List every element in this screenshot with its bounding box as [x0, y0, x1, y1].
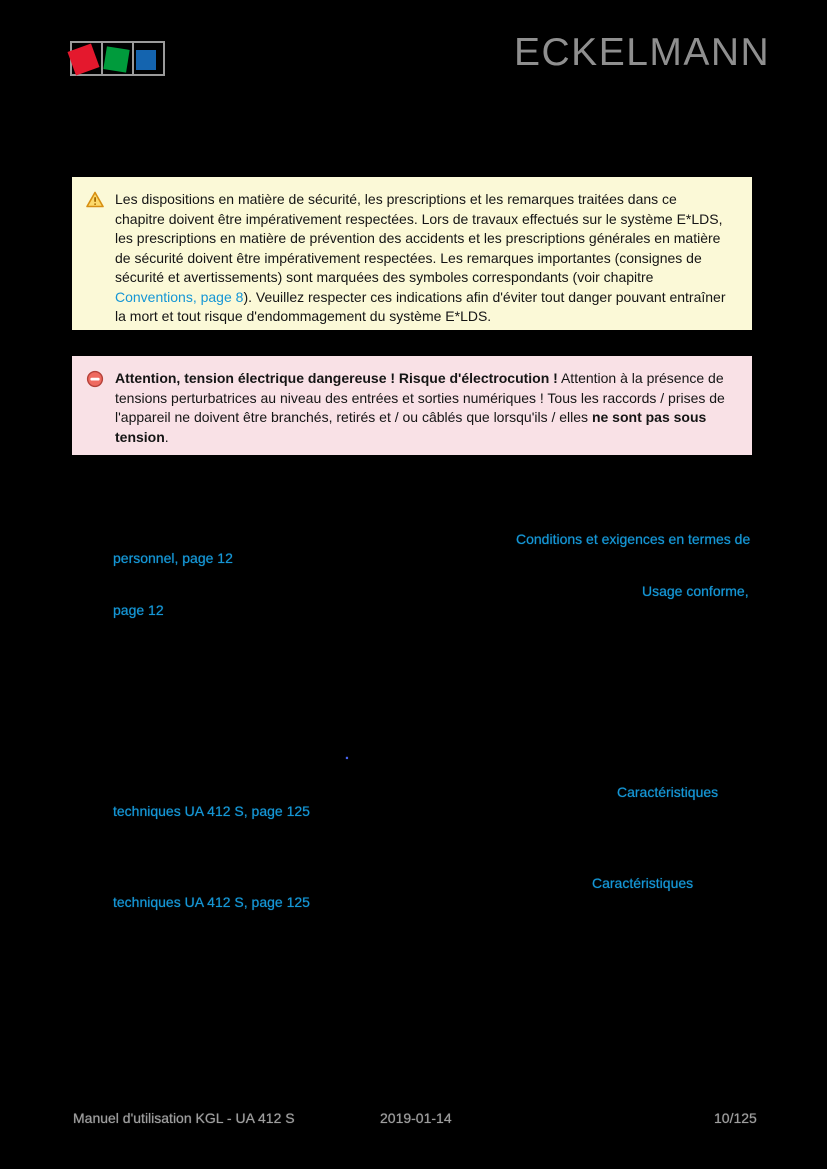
logo-cell-blue — [132, 41, 165, 76]
link-techniques-page-125-2[interactable]: techniques UA 412 S, page 125 — [113, 894, 310, 910]
link-personnel-page-12[interactable]: personnel, page 12 — [113, 550, 233, 566]
safety-notice-text — [115, 190, 728, 327]
logo-cell-green — [101, 41, 134, 76]
link-conventions-page-8[interactable]: Conventions, page 8 — [115, 288, 244, 305]
link-usage-conforme[interactable]: Usage conforme, — [642, 583, 749, 599]
safety-notice-box — [70, 175, 754, 332]
danger-notice-text — [115, 369, 728, 447]
footer-date: 2019-01-14 — [380, 1110, 452, 1126]
brand-wordmark: ECKELMANN — [514, 31, 771, 74]
text-segment: Attention, tension électrique dangereuse ! Risque d'électrocution ! — [115, 370, 558, 386]
link-caracteristiques-2[interactable]: Caractéristiques — [592, 875, 694, 891]
danger-notice-box — [70, 354, 754, 457]
text-segment: ne sont pas sous tension — [115, 409, 707, 445]
link-techniques-page-125-1[interactable]: techniques UA 412 S, page 125 — [113, 803, 310, 819]
text-segment: Attention à la présence de tensions perturbatrices au niveau des entrées et sorties numériques ! Tous les raccords / prises de l'appareil ne doivent être branchés, retirés et / ou câblés que lorsqu'ils / elles — [115, 370, 725, 425]
logo-cell-red — [70, 41, 103, 76]
footer-page-number: 10/125 — [714, 1110, 757, 1126]
link-conditions-exigences[interactable]: Conditions et exigences en termes de — [516, 531, 751, 547]
blue-square-icon — [136, 50, 156, 70]
stray-period-dot: . — [345, 746, 349, 762]
link-caracteristiques-1[interactable]: Caractéristiques — [617, 784, 719, 800]
green-square-icon — [103, 46, 129, 72]
text-segment: Les dispositions en matière de sécurité, les prescriptions et les remarques traitées dans ce chapitre doivent être impérativement respectées. Lors de travaux effectués sur le système E*LDS, les prescriptions en matière de prévention des accidents et les prescriptions générales en matière de sécurité doivent être impérativement respectées. Les remarques importantes (consignes de sécurité et avertissements) sont marquées des symboles correspondants (voir chapitre — [115, 191, 723, 285]
no-entry-icon — [86, 370, 104, 388]
footer-document-title: Manuel d'utilisation KGL - UA 412 S — [73, 1110, 295, 1126]
red-square-icon — [67, 43, 99, 75]
text-segment: . — [164, 428, 169, 445]
warning-triangle-icon — [86, 191, 104, 209]
link-page-12[interactable]: page 12 — [113, 602, 164, 618]
eckelmann-logo — [70, 41, 165, 76]
text-segment: ). Veuillez respecter ces indications afin d'éviter tout danger pouvant entraîner la mort et tout risque d'endommagement du système E*LDS. — [115, 288, 726, 324]
